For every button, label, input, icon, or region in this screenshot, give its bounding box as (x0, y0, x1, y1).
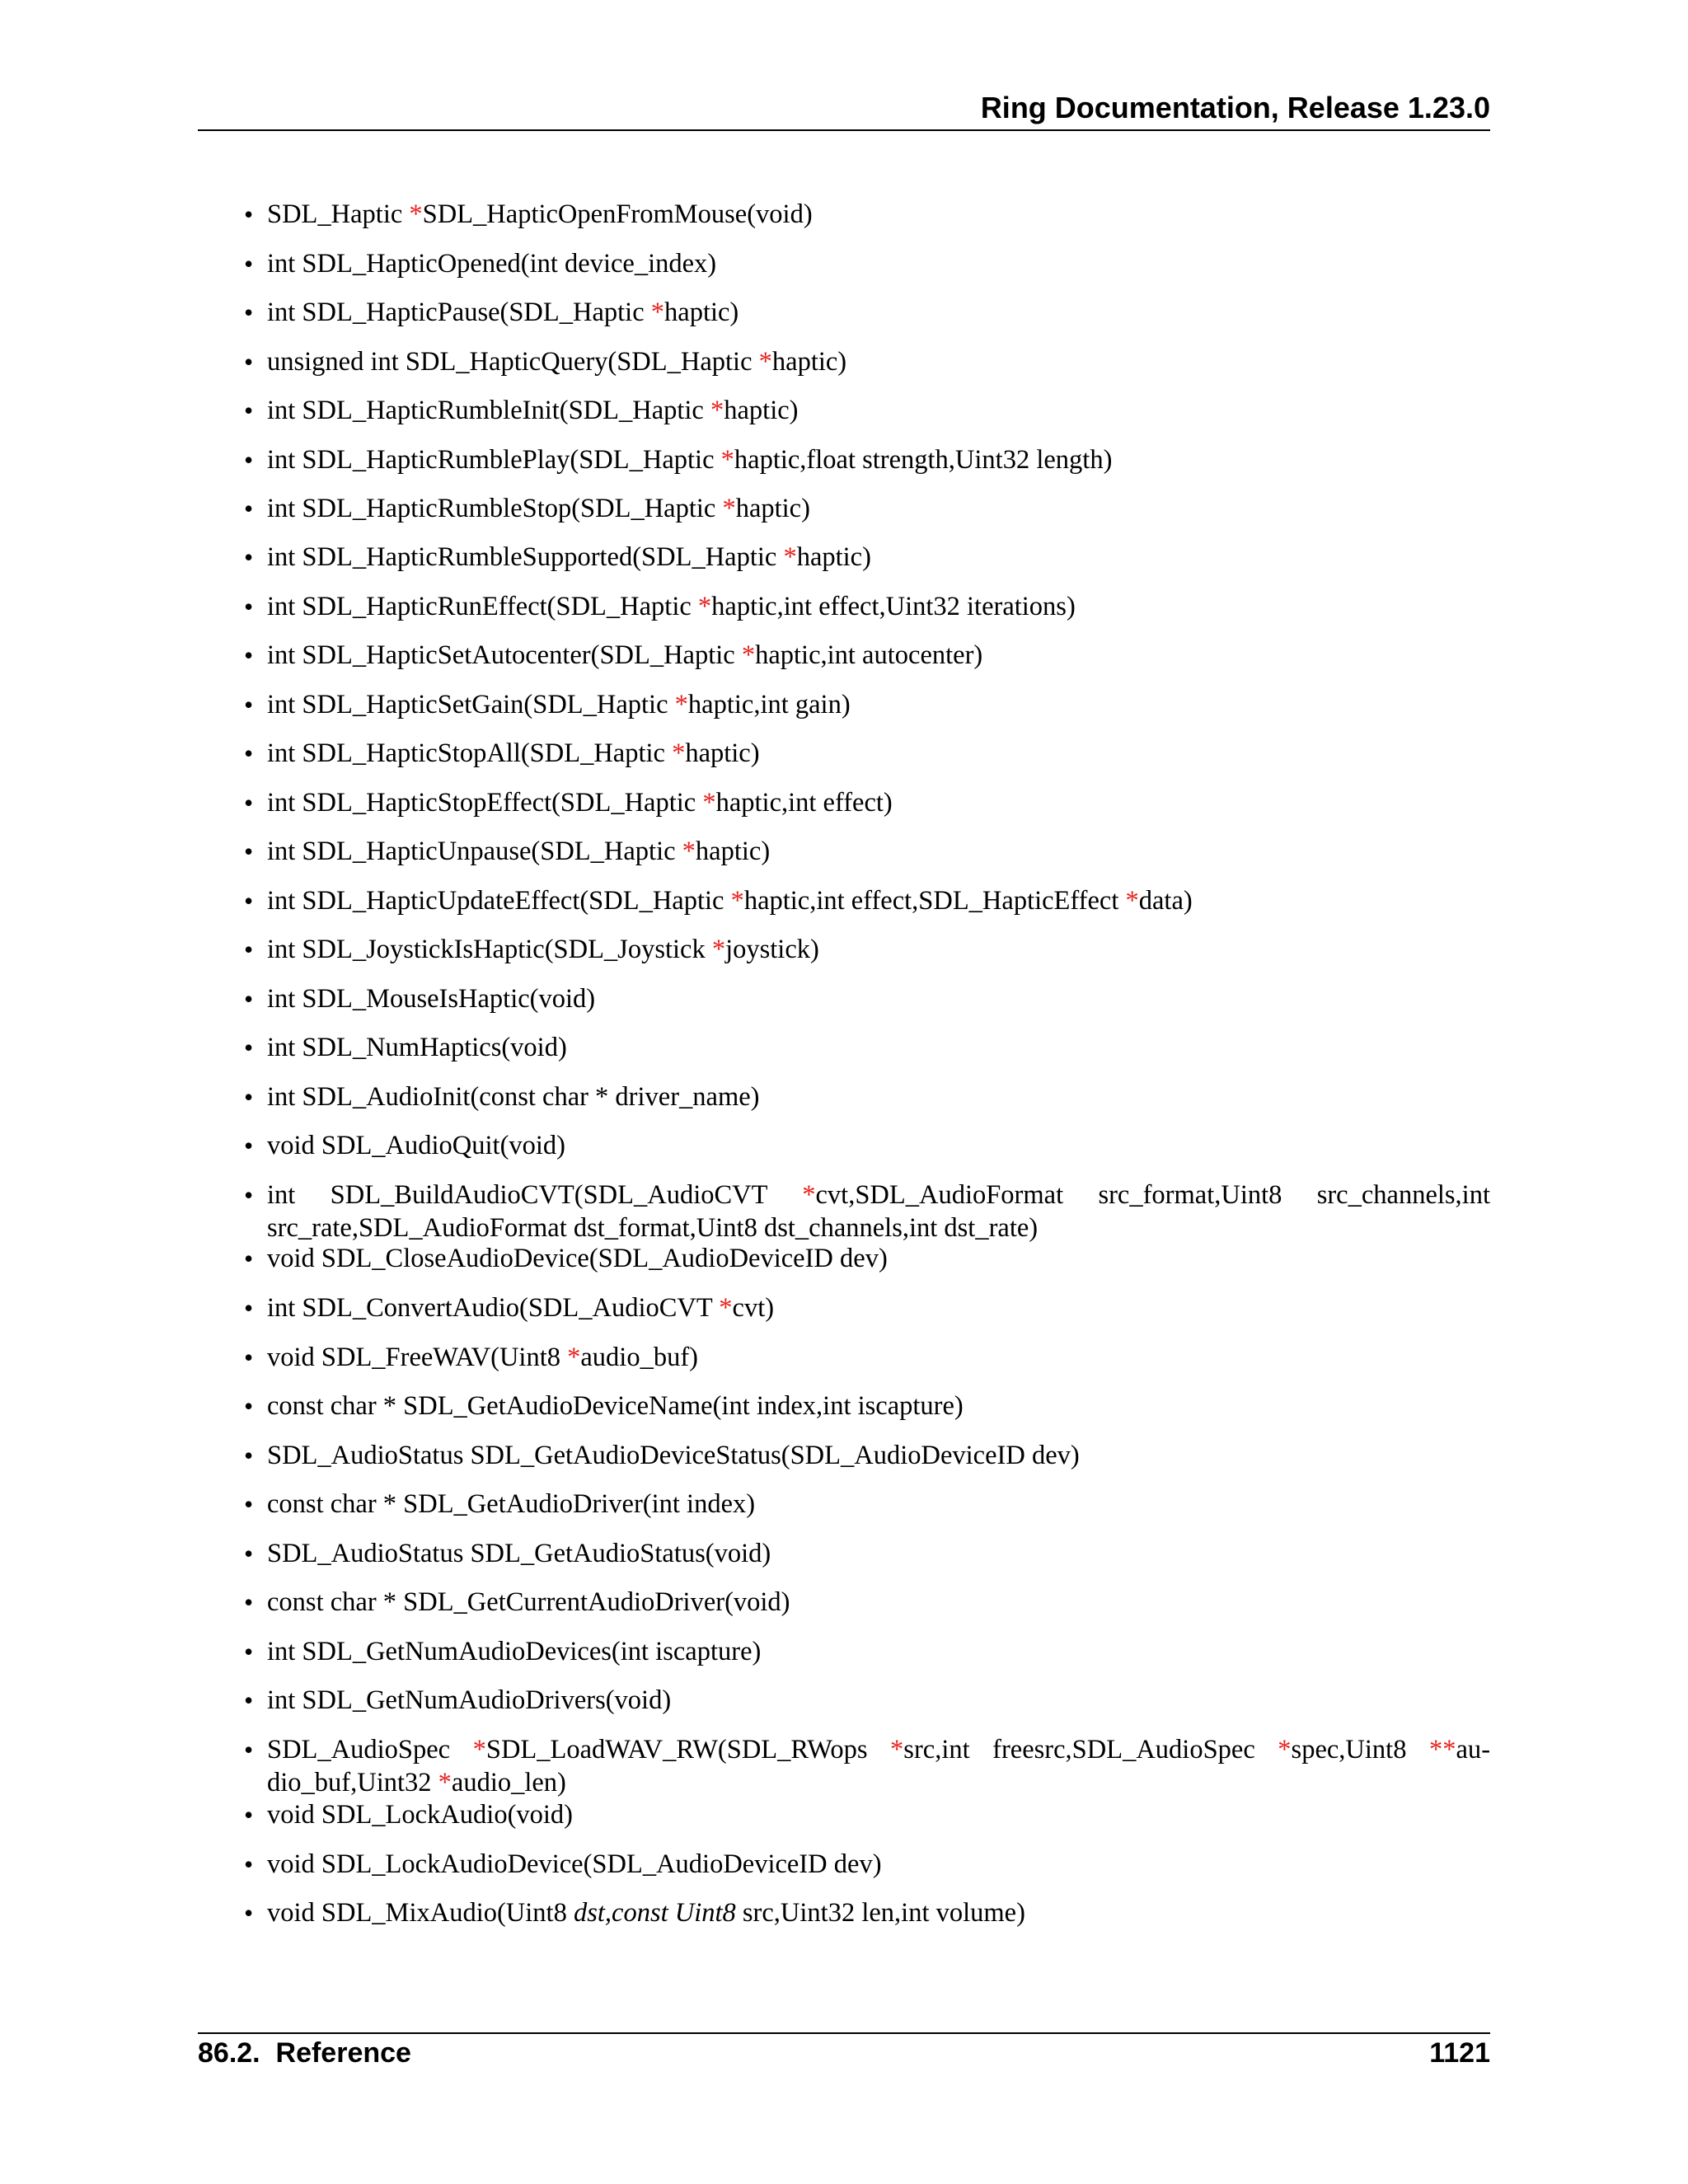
signature-text: spec,Uint8 (1291, 1735, 1429, 1765)
list-item (267, 198, 1490, 231)
list-item (267, 1341, 1490, 1374)
header-rule (198, 129, 1490, 131)
list-item (267, 590, 1490, 623)
list-item (267, 639, 1490, 672)
bullet-marker: • (244, 640, 254, 670)
signature-text: src,int freesrc,SDL_AudioSpec (903, 1735, 1278, 1765)
signature-text: int SDL_HapticOpened(int device_index) (267, 249, 717, 279)
bullet-marker: • (244, 837, 254, 866)
list-item (267, 737, 1490, 770)
signature-text: haptic,int gain) (687, 690, 851, 719)
signature-text: haptic) (695, 837, 771, 866)
signature-text: int SDL_BuildAudioCVT(SDL_AudioCVT (267, 1180, 803, 1210)
pointer-asterisk: * (710, 396, 724, 425)
list-item (267, 1291, 1490, 1324)
bullet-marker: • (244, 1587, 254, 1617)
list-item (267, 1439, 1490, 1472)
list-item (267, 296, 1490, 329)
list-item (267, 1031, 1490, 1064)
signature-text: cvt,SDL_AudioFormat src_format,Uint8 src_channels,int src_rate,SDL_AudioFormat dst_format,Uint8 dst_channels,int dst_rate) (267, 1180, 1490, 1243)
signature-text: int SDL_HapticStopEffect(SDL_Haptic (267, 788, 703, 818)
list-item (267, 1684, 1490, 1717)
bullet-marker: • (244, 1131, 254, 1160)
bullet-marker: • (244, 592, 254, 621)
signature-text: const char * SDL_GetCurrentAudioDriver(void) (267, 1587, 790, 1617)
signature-text: const char * SDL_GetAudioDriver(int index) (267, 1489, 756, 1519)
pointer-asterisk: * (702, 788, 716, 818)
bullet-marker: • (244, 886, 254, 916)
bullet-marker: • (244, 1685, 254, 1715)
list-item (267, 1798, 1490, 1831)
signature-text: cvt) (732, 1293, 775, 1323)
signature-text: haptic) (735, 494, 810, 523)
signature-text: int SDL_ConvertAudio(SDL_AudioCVT (267, 1293, 720, 1323)
pointer-asterisk: * (438, 1768, 452, 1797)
pointer-asterisk: * (1278, 1735, 1292, 1765)
bullet-marker: • (244, 1637, 254, 1666)
signature-text: SDL_AudioStatus SDL_GetAudioDeviceStatus(SDL_AudioDeviceID dev) (267, 1441, 1080, 1470)
signature-text: haptic,int effect,SDL_HapticEffect (743, 886, 1126, 916)
bullet-marker: • (244, 199, 254, 229)
signature-text: SDL_AudioSpec (267, 1735, 473, 1765)
signature-text: SDL_LoadWAV_RW(SDL_RWops (485, 1735, 891, 1765)
signature-text: joystick) (725, 935, 819, 964)
signature-text: void SDL_CloseAudioDevice(SDL_AudioDeviceID dev) (267, 1244, 888, 1273)
signature-text: audio_buf,Uint32 (267, 1735, 1491, 1797)
signature-text: SDL_HapticOpenFromMouse(void) (422, 199, 813, 229)
pointer-asterisk: * (1125, 886, 1139, 916)
list-item (267, 1179, 1490, 1244)
signature-text: const char * SDL_GetAudioDeviceName(int index,int iscapture) (267, 1391, 964, 1421)
bullet-marker: • (244, 1391, 254, 1421)
signature-text: unsigned int SDL_HapticQuery(SDL_Haptic (267, 347, 759, 377)
list-item (267, 1242, 1490, 1275)
signature-text: int SDL_HapticSetAutocenter(SDL_Haptic (267, 640, 742, 670)
signature-text: int SDL_HapticRumbleInit(SDL_Haptic (267, 396, 710, 425)
footer-section-title: 86.2. Reference (198, 2037, 411, 2069)
list-item (267, 345, 1490, 378)
footer-rule (198, 2032, 1490, 2034)
bullet-marker: • (244, 396, 254, 425)
list-item (267, 247, 1490, 280)
bullet-marker: • (244, 1033, 254, 1062)
bullet-marker: • (244, 1180, 254, 1210)
list-item (267, 541, 1490, 574)
list-item (267, 1848, 1490, 1881)
bullet-marker: • (244, 347, 254, 377)
signature-text: int SDL_HapticRumbleSupported(SDL_Haptic (267, 542, 784, 572)
bullet-marker: • (244, 1244, 254, 1273)
pointer-asterisk: ** (1429, 1735, 1456, 1765)
bullet-marker: • (244, 788, 254, 818)
pointer-asterisk: * (672, 738, 686, 768)
bullet-marker: • (244, 935, 254, 964)
signature-text: void SDL_MixAudio(Uint8 (267, 1898, 574, 1928)
signature-text: int SDL_HapticRumblePlay(SDL_Haptic (267, 445, 721, 475)
list-item (267, 1733, 1490, 1799)
bullet-marker: • (244, 1800, 254, 1830)
bullet-marker: • (244, 1735, 254, 1765)
list-item (267, 933, 1490, 966)
list-item (267, 1488, 1490, 1521)
pointer-asterisk: * (567, 1343, 581, 1372)
bullet-marker: • (244, 984, 254, 1014)
list-item (267, 1080, 1490, 1113)
list-item (267, 688, 1490, 721)
pointer-asterisk: * (711, 935, 726, 964)
signature-text: SDL_AudioStatus SDL_GetAudioStatus(void) (267, 1539, 771, 1568)
pointer-asterisk: * (650, 298, 665, 327)
pointer-asterisk: * (720, 445, 734, 475)
signature-text: int SDL_AudioInit(const char * driver_name) (267, 1082, 760, 1112)
pointer-asterisk: * (758, 347, 772, 377)
list-item (267, 884, 1490, 917)
bullet-marker: • (244, 1082, 254, 1112)
signature-text: haptic) (685, 738, 760, 768)
signature-text: audio_len) (451, 1768, 566, 1797)
signature-text: int SDL_HapticPause(SDL_Haptic (267, 298, 651, 327)
bullet-marker: • (244, 542, 254, 572)
italic-text: dst,const Uint8 (573, 1898, 736, 1928)
signature-text: int SDL_HapticSetGain(SDL_Haptic (267, 690, 675, 719)
signature-text: SDL_Haptic (267, 199, 410, 229)
signature-text: int SDL_NumHaptics(void) (267, 1033, 567, 1062)
bullet-marker: • (244, 1293, 254, 1323)
list-item (267, 1390, 1490, 1422)
signature-text: int SDL_JoystickIsHaptic(SDL_Joystick (267, 935, 712, 964)
list-item (267, 1537, 1490, 1570)
signature-text: void SDL_FreeWAV(Uint8 (267, 1343, 568, 1372)
signature-text: void SDL_LockAudio(void) (267, 1800, 574, 1830)
pointer-asterisk: * (890, 1735, 904, 1765)
bullet-marker: • (244, 690, 254, 719)
list-item (267, 786, 1490, 819)
list-item (267, 1635, 1490, 1668)
bullet-marker: • (244, 1898, 254, 1928)
bullet-marker: • (244, 1849, 254, 1879)
bullet-marker: • (244, 1539, 254, 1568)
list-item (267, 394, 1490, 427)
signature-text: haptic,float strength,Uint32 length) (734, 445, 1113, 475)
signature-text: audio_buf) (580, 1343, 698, 1372)
bullet-marker: • (244, 445, 254, 475)
signature-text: void SDL_LockAudioDevice(SDL_AudioDeviceID dev) (267, 1849, 882, 1879)
signature-text: haptic) (664, 298, 739, 327)
pointer-asterisk: * (682, 837, 696, 866)
list-item (267, 492, 1490, 525)
bullet-marker: • (244, 249, 254, 279)
pointer-asterisk: * (719, 1293, 733, 1323)
pointer-asterisk: * (783, 542, 797, 572)
signature-text: int SDL_MouseIsHaptic(void) (267, 984, 596, 1014)
signature-text: data) (1138, 886, 1193, 916)
pointer-asterisk: * (722, 494, 736, 523)
list-item (267, 443, 1490, 476)
pointer-asterisk: * (730, 886, 744, 916)
signature-text: haptic,int autocenter) (755, 640, 983, 670)
bullet-marker: • (244, 1489, 254, 1519)
signature-text: int SDL_HapticUnpause(SDL_Haptic (267, 837, 682, 866)
footer-page-number: 1121 (1429, 2037, 1490, 2069)
signature-text: haptic) (771, 347, 847, 377)
signature-text: int SDL_GetNumAudioDevices(int iscapture) (267, 1637, 762, 1666)
list-item (267, 1896, 1490, 1929)
pointer-asterisk: * (472, 1735, 486, 1765)
pointer-asterisk: * (741, 640, 756, 670)
signature-text: int SDL_HapticStopAll(SDL_Haptic (267, 738, 673, 768)
list-item (267, 982, 1490, 1015)
list-item (267, 835, 1490, 868)
list-item (267, 1586, 1490, 1619)
signature-text: haptic) (796, 542, 871, 572)
signature-text: int SDL_HapticUpdateEffect(SDL_Haptic (267, 886, 731, 916)
signature-text: void SDL_AudioQuit(void) (267, 1131, 566, 1160)
signature-text: int SDL_HapticRumbleStop(SDL_Haptic (267, 494, 723, 523)
signature-text: int SDL_GetNumAudioDrivers(void) (267, 1685, 672, 1715)
list-item (267, 1129, 1490, 1162)
signature-text: haptic,int effect) (715, 788, 893, 818)
pointer-asterisk: * (697, 592, 712, 621)
signature-text: int SDL_HapticRunEffect(SDL_Haptic (267, 592, 698, 621)
bullet-marker: • (244, 494, 254, 523)
page-header-title: Ring Documentation, Release 1.23.0 (980, 91, 1490, 124)
bullet-marker: • (244, 738, 254, 768)
bullet-marker: • (244, 298, 254, 327)
bullet-marker: • (244, 1343, 254, 1372)
pointer-asterisk: * (802, 1180, 816, 1210)
signature-text: haptic) (724, 396, 799, 425)
signature-text: src,Uint32 len,int volume) (735, 1898, 1025, 1928)
pointer-asterisk: * (674, 690, 688, 719)
pointer-asterisk: * (409, 199, 423, 229)
bullet-marker: • (244, 1441, 254, 1470)
signature-text: haptic,int effect,Uint32 iterations) (711, 592, 1076, 621)
